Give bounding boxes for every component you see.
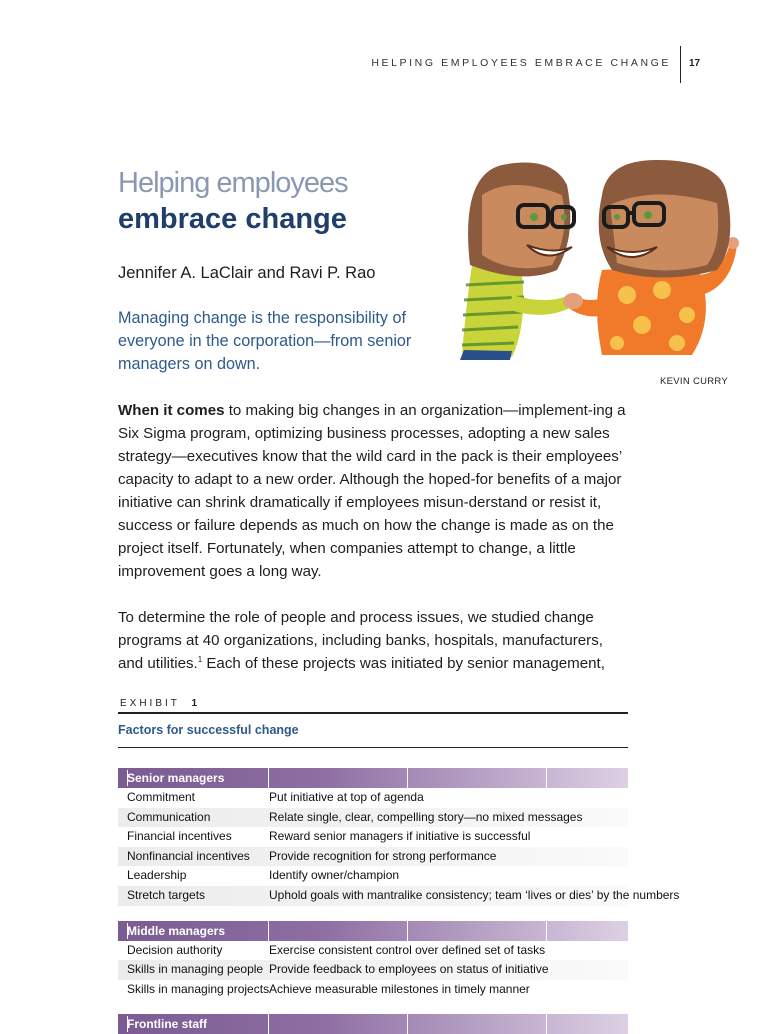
column-divider xyxy=(268,768,269,788)
table-row xyxy=(118,941,628,961)
table-row xyxy=(118,980,628,1000)
body-paragraph-2 xyxy=(118,606,630,675)
column-divider xyxy=(546,921,547,941)
lead-in: When it comes xyxy=(118,402,225,419)
column-divider xyxy=(268,921,269,941)
group-header-middle-managers xyxy=(118,921,628,941)
factor-cell: Decision authority xyxy=(127,942,223,957)
action-cell: Identify owner/champion xyxy=(269,868,400,883)
body-paragraph-1 xyxy=(118,399,630,583)
column-divider xyxy=(407,921,408,941)
table-row xyxy=(118,886,680,906)
group-header-frontline-staff xyxy=(118,1014,628,1034)
exhibit-table xyxy=(118,768,680,1034)
article-title-line-2: embrace change xyxy=(118,203,347,235)
illustration-credit: KEVIN CURRY xyxy=(660,376,729,387)
exhibit-label-text: EXHIBIT xyxy=(120,698,180,709)
action-cell: Relate single, clear, compelling story—no mixed messages xyxy=(269,809,583,824)
group-name: Senior managers xyxy=(127,771,225,785)
factor-cell: Financial incentives xyxy=(127,829,232,844)
table-row xyxy=(118,827,628,847)
article-authors: Jennifer A. LaClair and Ravi P. Rao xyxy=(118,264,376,282)
column-divider xyxy=(546,768,547,788)
table-row xyxy=(118,808,628,828)
action-cell: Achieve measurable milestones in timely manner xyxy=(269,981,530,996)
exhibit-label xyxy=(120,698,197,709)
factor-cell: Commitment xyxy=(127,790,196,804)
table-row xyxy=(118,847,628,867)
column-divider xyxy=(268,1014,269,1034)
group-name: Middle managers xyxy=(127,923,226,938)
table-row xyxy=(118,960,628,980)
group-spacer xyxy=(118,999,628,1014)
handshake-illustration xyxy=(452,155,742,365)
left-figure-arm xyxy=(510,295,572,315)
factor-cell: Stretch targets xyxy=(127,887,206,902)
article-dek: Managing change is the responsibility of everyone in the corporation—from senior managers on down. xyxy=(118,309,412,373)
factor-cell: Skills in managing projects xyxy=(127,981,270,996)
action-cell: Uphold goals with mantralike consistency; team ‘lives or dies’ by the numbers xyxy=(269,887,680,902)
action-cell: Provide feedback to employees on status of initiative xyxy=(269,962,549,977)
column-divider xyxy=(407,768,408,788)
footnote-ref: 1 xyxy=(197,654,203,664)
exhibit-title: Factors for successful change xyxy=(118,723,299,737)
exhibit-number: 1 xyxy=(191,698,198,709)
left-figure-legs xyxy=(460,350,512,360)
article-body xyxy=(118,399,630,675)
factor-cell: Leadership xyxy=(127,868,187,883)
action-cell: Put initiative at top of agenda xyxy=(269,790,424,804)
table-row xyxy=(118,866,628,886)
group-name: Frontline staff xyxy=(127,1017,207,1032)
exhibit-top-rule xyxy=(118,712,628,714)
para2-text-end: Each of these projects was initiated by senior management, xyxy=(202,655,605,672)
group-header-senior-managers xyxy=(118,768,628,788)
article-title-line-1: Helping employees xyxy=(118,167,348,199)
action-cell: Exercise consistent control over defined set of tasks xyxy=(269,942,546,957)
factor-cell: Nonfinancial incentives xyxy=(127,848,250,863)
action-cell: Provide recognition for strong performance xyxy=(269,848,497,863)
column-divider xyxy=(407,1014,408,1034)
action-cell: Reward senior managers if initiative is successful xyxy=(269,829,531,844)
factor-cell: Communication xyxy=(127,809,211,824)
table-row xyxy=(118,788,628,808)
running-head-title: HELPING EMPLOYEES EMBRACE CHANGE xyxy=(371,57,671,69)
exhibit-title-rule xyxy=(118,747,628,748)
group-spacer xyxy=(118,906,628,921)
factor-cell: Skills in managing people xyxy=(127,962,264,977)
page-number: 17 xyxy=(689,58,701,69)
column-divider xyxy=(546,1014,547,1034)
running-head-divider xyxy=(680,46,681,83)
para1-text: to making big changes in an organization—implement-ing a Six Sigma program, optimizing business processes, adopting a new sales strategy—executives know that the wild card in the pack is their employees’ capacity to adapt to a new order. Although the hoped-for benefits of a major initiative can shrink dramatically if employees misun-derstand or resist it, success or failure depends as much on how the change is made as on the project itself. Fortunately, when companies attempt to change, a little improvement goes a long way. xyxy=(118,402,626,580)
para2-text-start: To determine the role of people and process issues, we studied change programs at 40 organizations, including banks, hospitals, manufacturers, and utilities. xyxy=(118,609,603,672)
